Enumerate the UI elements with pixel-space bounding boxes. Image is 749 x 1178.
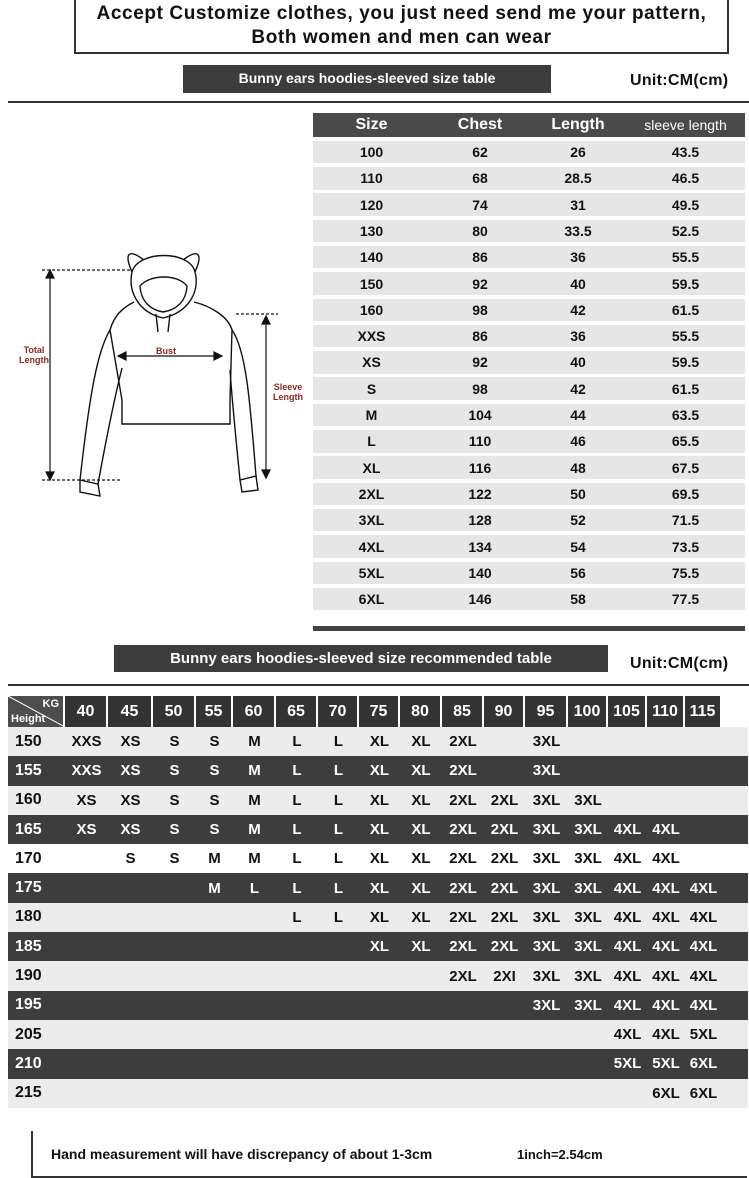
size-cell: 2XL [490, 821, 519, 839]
size-cell: 4XL [652, 1026, 680, 1044]
table-row [313, 325, 745, 348]
size-cell: M [208, 879, 221, 897]
table-cell: 50 [570, 485, 586, 502]
size-cell: 4XL [613, 1026, 642, 1044]
weight-header-cell: 100 [568, 696, 608, 727]
column-header-sleeve-length: sleeve length [644, 117, 727, 133]
size-cell: S [169, 762, 180, 780]
size-cell: 4XL [652, 879, 680, 897]
weight-header-cell: 90 [484, 696, 525, 727]
size-cell: 4XL [689, 996, 718, 1014]
size-cell: 3XL [532, 733, 561, 751]
height-cell: 160 [15, 791, 42, 809]
size-cell: XL [411, 938, 431, 956]
table-row [8, 873, 748, 902]
bust-label: Bust [156, 346, 176, 356]
table-cell: 40 [570, 275, 586, 292]
size-cell: 4XL [652, 967, 680, 985]
size-cell: 5XL [652, 1055, 680, 1073]
table-row [8, 1020, 748, 1049]
size-cell: XL [411, 733, 431, 751]
size-cell: S [125, 850, 136, 868]
table-row [313, 562, 745, 585]
size-cell: XS [76, 791, 97, 809]
size-cell: M [248, 791, 261, 809]
size-cell: L [292, 879, 302, 897]
table-cell: 26 [570, 144, 586, 161]
height-cell: 210 [15, 1054, 42, 1072]
size-cell: 2XL [449, 733, 477, 751]
size-cell: 4XL [652, 908, 680, 926]
weight-header-cell: 110 [647, 696, 685, 727]
size-cell: L [333, 879, 344, 897]
table-cell: XXS [357, 328, 386, 345]
table-cell: 36 [570, 328, 586, 345]
table-cell: 52 [570, 512, 586, 529]
size-cell: 6XL [652, 1084, 680, 1102]
height-cell: 170 [15, 849, 42, 867]
size-cell: XL [411, 879, 431, 897]
recommend-table-title: Bunny ears hoodies-sleeved size recommended table [114, 645, 608, 672]
size-cell: 6XL [689, 1055, 718, 1073]
size-cell: XL [369, 908, 390, 926]
table-cell: 33.5 [564, 222, 592, 239]
size-cell: 2XL [490, 908, 519, 926]
table-row [8, 756, 748, 785]
table-cell: L [367, 433, 376, 450]
size-cell: 4XL [613, 908, 642, 926]
size-cell: 4XL [652, 996, 680, 1014]
table-cell: 116 [468, 459, 492, 476]
size-table-title: Bunny ears hoodies-sleeved size table [183, 65, 551, 93]
footer-note-box [31, 1131, 747, 1178]
weight-header-cell: 55 [196, 696, 233, 727]
table-cell: 140 [359, 249, 384, 266]
table-cell: 3XL [358, 512, 385, 529]
size-cell: L [292, 762, 302, 780]
size-cell: 6XL [689, 1084, 718, 1102]
table-cell: 130 [359, 222, 384, 239]
size-cell: M [248, 762, 261, 780]
table-cell: 6XL [358, 591, 385, 608]
column-header-size: Size [355, 116, 388, 133]
size-cell: 3XL [532, 996, 561, 1014]
table-row [313, 272, 745, 295]
weight-header-cell: 75 [359, 696, 400, 727]
table-cell: 77.5 [671, 591, 700, 608]
weight-header-cell: 85 [442, 696, 484, 727]
table-cell: 61.5 [671, 380, 700, 397]
table-cell: 63.5 [671, 407, 700, 424]
table-cell: 55.5 [671, 328, 700, 345]
size-cell: 2XL [449, 821, 477, 839]
size-cell: 3XL [574, 791, 602, 809]
size-cell: 2XL [490, 879, 519, 897]
table-cell: 46.5 [671, 170, 700, 187]
recommend-table [8, 696, 748, 1108]
size-cell: L [292, 821, 302, 839]
header-line-1: Accept Customize clothes, you just need send me your pattern, [96, 3, 707, 24]
size-cell: XL [411, 791, 431, 809]
table-cell: 42 [570, 301, 586, 318]
weight-header-cell: 80 [400, 696, 442, 727]
table-cell: 59.5 [671, 354, 700, 371]
table-cell: 62 [472, 144, 488, 161]
size-cell: 2XL [449, 850, 477, 868]
size-cell: XL [369, 791, 390, 809]
weight-header-cell: 115 [685, 696, 722, 727]
size-cell: 3XL [532, 879, 561, 897]
size-cell: 5XL [613, 1055, 642, 1073]
table-cell: 120 [359, 196, 384, 213]
size-cell: L [333, 850, 344, 868]
size-cell: 3XL [574, 996, 602, 1014]
size-cell: S [169, 821, 180, 839]
size-table-header [313, 113, 745, 137]
table-cell: 146 [468, 591, 492, 608]
table-cell: 128 [468, 512, 492, 529]
header-box [74, 0, 729, 54]
recommend-table-header [8, 696, 748, 727]
table-row [8, 991, 748, 1020]
table-cell: 2XL [358, 485, 385, 502]
size-table [313, 113, 745, 610]
column-header-chest: Chest [457, 116, 503, 133]
table-cell: 69.5 [671, 485, 700, 502]
table-row [313, 220, 745, 243]
table-row [8, 961, 748, 990]
size-cell: 3XL [532, 762, 561, 780]
size-cell: XL [369, 762, 390, 780]
table-row [8, 932, 748, 961]
table-row [313, 535, 745, 558]
divider [8, 684, 749, 686]
size-cell: XS [120, 821, 141, 839]
table-cell: 86 [472, 328, 488, 345]
size-cell: 4XL [613, 938, 642, 956]
size-cell: 3XL [574, 938, 602, 956]
size-cell: 4XL [613, 850, 642, 868]
size-cell: S [209, 821, 220, 839]
size-cell: 3XL [532, 938, 561, 956]
size-cell: XL [411, 908, 431, 926]
size-cell: M [248, 850, 261, 868]
size-cell: 4XL [613, 996, 642, 1014]
table-cell: 75.5 [671, 564, 700, 581]
table-cell: 98 [472, 301, 488, 318]
weight-header-cell: 65 [276, 696, 318, 727]
size-cell: XL [411, 850, 431, 868]
table-row [8, 815, 748, 844]
weight-header-cell: 95 [525, 696, 568, 727]
table-row [313, 509, 745, 532]
weight-header-cell: 60 [233, 696, 276, 727]
size-cell: XL [369, 850, 390, 868]
divider [8, 101, 749, 103]
size-cell: 2XL [449, 879, 477, 897]
table-cell: 48 [570, 459, 586, 476]
size-cell: 3XL [574, 908, 602, 926]
size-cell: 2XL [449, 762, 477, 780]
size-cell: 2XL [449, 908, 477, 926]
table-cell: 43.5 [671, 144, 700, 161]
size-cell: L [333, 762, 344, 780]
size-cell: L [292, 908, 302, 926]
size-cell: XL [411, 762, 431, 780]
size-cell: XXS [71, 733, 102, 751]
table-cell: 49.5 [671, 196, 700, 213]
table-cell: 92 [472, 275, 488, 292]
recommend-table-unit: Unit:CM(cm) [630, 655, 729, 672]
table-cell: 67.5 [671, 459, 700, 476]
height-cell: 175 [15, 879, 42, 897]
size-cell: 4XL [689, 967, 718, 985]
table-cell: 4XL [358, 538, 385, 555]
size-cell: 3XL [532, 908, 561, 926]
corner-height-label: Height [11, 713, 46, 725]
table-cell: 59.5 [671, 275, 700, 292]
size-cell: XS [120, 733, 141, 751]
size-cell: S [169, 733, 180, 751]
size-cell: 3XL [574, 821, 602, 839]
size-cell: XL [369, 733, 390, 751]
table-row [8, 844, 748, 873]
size-cell: 2XL [449, 967, 477, 985]
table-cell: 92 [472, 354, 488, 371]
size-cell: 3XL [532, 850, 561, 868]
size-cell: L [333, 908, 344, 926]
table-cell: 40 [570, 354, 586, 371]
height-cell: 190 [15, 967, 42, 985]
table-cell: 44 [570, 407, 586, 424]
table-row [313, 351, 745, 374]
size-cell: XXS [71, 762, 102, 780]
size-cell: 3XL [532, 791, 561, 809]
table-row [313, 246, 745, 269]
size-cell: S [209, 791, 220, 809]
size-cell: 4XL [689, 938, 718, 956]
size-cell: L [333, 791, 344, 809]
weight-header-cell: 50 [153, 696, 196, 727]
height-cell: 215 [15, 1084, 42, 1102]
size-cell: XS [76, 821, 97, 839]
table-cell: 80 [472, 222, 488, 239]
column-header-length: Length [551, 116, 605, 133]
size-cell: 4XL [652, 850, 680, 868]
size-cell: L [292, 850, 302, 868]
size-cell: S [169, 791, 180, 809]
size-cell: L [333, 821, 344, 839]
height-cell: 180 [15, 908, 42, 926]
table-cell: XS [362, 354, 381, 371]
table-cell: 31 [570, 196, 586, 213]
table-cell: 5XL [358, 564, 385, 581]
table-cell: 74 [472, 196, 488, 213]
size-cell: 4XL [613, 967, 642, 985]
table-cell: 42 [570, 380, 586, 397]
table-cell: 58 [570, 591, 586, 608]
table-row [8, 1049, 748, 1078]
table-cell: XL [362, 459, 381, 476]
size-cell: XL [369, 821, 390, 839]
height-cell: 150 [15, 732, 42, 750]
table-row [313, 404, 745, 427]
size-cell: S [209, 733, 220, 751]
size-cell: 3XL [532, 967, 561, 985]
table-cell: 46 [570, 433, 586, 450]
table-cell: 71.5 [671, 512, 700, 529]
hoodie-illustration [10, 240, 310, 500]
table-row [8, 727, 748, 756]
size-cell: S [169, 850, 180, 868]
size-cell: 2XL [490, 938, 519, 956]
size-table-unit: Unit:CM(cm) [630, 72, 729, 89]
height-cell: 205 [15, 1025, 42, 1043]
size-cell: XS [120, 762, 141, 780]
table-cell: 55.5 [671, 249, 700, 266]
table-cell: 56 [570, 564, 586, 581]
height-cell: 195 [15, 996, 42, 1014]
table-cell: 52.5 [671, 222, 700, 239]
height-cell: 155 [15, 761, 42, 779]
size-cell: S [209, 762, 220, 780]
table-cell: 134 [468, 538, 492, 555]
weight-header-cell: 45 [108, 696, 153, 727]
table-row [313, 193, 745, 216]
size-cell: 4XL [613, 879, 642, 897]
table-cell: 100 [359, 144, 384, 161]
table-cell: 104 [468, 407, 492, 424]
size-cell: M [208, 850, 221, 868]
size-cell: L [249, 879, 260, 897]
size-cell: 3XL [532, 821, 561, 839]
size-cell: 3XL [574, 967, 602, 985]
table-cell: 86 [472, 249, 488, 266]
table-cell: 110 [468, 433, 492, 450]
measurement-note: Hand measurement will have discrepancy of about 1-3cm [51, 1146, 433, 1162]
weight-header-cell: 105 [608, 696, 647, 727]
size-cell: XS [120, 791, 141, 809]
table-cell: 150 [359, 275, 384, 292]
header-corner-cell [8, 696, 65, 727]
size-cell: 3XL [574, 879, 602, 897]
table-cell: 54 [570, 538, 586, 555]
size-cell: L [292, 791, 302, 809]
table-row [313, 430, 745, 453]
table-row [8, 786, 748, 815]
table-row [313, 377, 745, 400]
weight-header-cell: 70 [318, 696, 359, 727]
height-cell: 165 [15, 820, 42, 838]
table-row [313, 299, 745, 322]
size-cell: 2XL [490, 791, 519, 809]
size-cell: 2XI [493, 967, 516, 985]
table-cell: 160 [359, 301, 384, 318]
size-cell: 3XL [574, 850, 602, 868]
size-cell: XL [369, 879, 390, 897]
sleeve-length-label: Sleeve Length [273, 382, 303, 402]
corner-kg-label: KG [42, 698, 59, 710]
size-cell: 2XL [490, 850, 519, 868]
size-cell: 2XL [449, 791, 477, 809]
size-cell: L [333, 733, 344, 751]
header-line-2: Both women and men can wear [251, 27, 552, 48]
size-cell: XL [411, 821, 431, 839]
table-cell: 98 [472, 380, 488, 397]
table-cell: 36 [570, 249, 586, 266]
size-cell: 4XL [689, 879, 718, 897]
weight-header-cell: 40 [65, 696, 108, 727]
size-cell: 4XL [613, 821, 642, 839]
table-row [313, 167, 745, 190]
table-row [8, 1079, 748, 1108]
total-length-label: Total Length [19, 345, 49, 365]
size-table-bottom-bar [313, 626, 745, 631]
table-cell: S [366, 380, 377, 397]
size-cell: M [248, 821, 261, 839]
table-row [313, 456, 745, 479]
table-row [313, 141, 745, 164]
size-cell: M [248, 733, 261, 751]
size-cell: 4XL [652, 821, 680, 839]
size-cell: 4XL [652, 938, 680, 956]
table-cell: M [365, 407, 378, 424]
table-cell: 73.5 [671, 538, 700, 555]
table-cell: 65.5 [671, 433, 700, 450]
table-cell: 68 [472, 170, 488, 187]
size-cell: 2XL [449, 938, 477, 956]
inch-conversion: 1inch=2.54cm [517, 1147, 603, 1162]
table-cell: 140 [468, 564, 492, 581]
size-cell: L [292, 733, 302, 751]
table-cell: 110 [360, 170, 383, 187]
table-cell: 122 [468, 485, 492, 502]
height-cell: 185 [15, 937, 42, 955]
table-row [313, 483, 745, 506]
table-row [8, 903, 748, 932]
table-row [313, 588, 745, 611]
hoodie-outline-icon [10, 240, 310, 500]
size-cell: 4XL [689, 908, 718, 926]
size-cell: 5XL [689, 1026, 718, 1044]
table-cell: 28.5 [564, 170, 592, 187]
size-cell: XL [369, 938, 390, 956]
table-cell: 61.5 [671, 301, 700, 318]
